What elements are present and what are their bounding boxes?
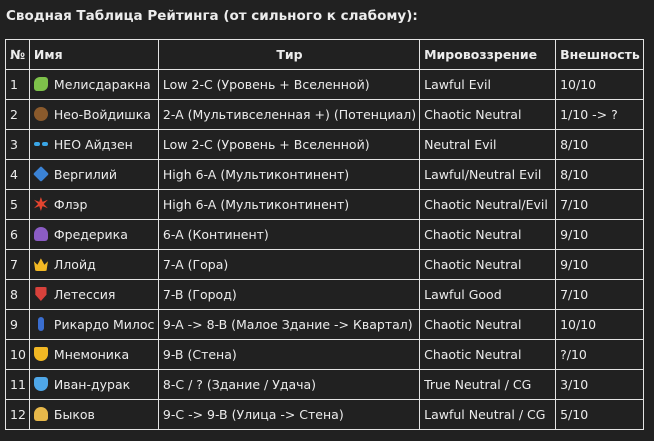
alignment-cell: Lawful Evil [420,70,556,100]
row-number: 4 [6,160,30,190]
table-row [6,280,644,310]
shield-icon [34,287,48,301]
column-header-looks: Внешность [556,40,644,70]
table-row [6,220,644,250]
tier-cell: Low 2-C (Уровень + Вселенной) [158,130,419,160]
table-row [6,340,644,370]
alignment-cell: Chaotic Neutral [420,220,556,250]
badge-icon [34,377,48,391]
table-row [6,370,644,400]
name-cell [29,400,158,430]
name-cell [29,160,158,190]
row-number: 2 [6,100,30,130]
tier-cell: 9-B (Стена) [158,340,419,370]
row-number: 8 [6,280,30,310]
row-number: 1 [6,70,30,100]
row-number: 6 [6,220,30,250]
character-name: Рикардо Милос [53,317,155,332]
alignment-cell: Chaotic Neutral/Evil [420,190,556,220]
alignment-cell: Chaotic Neutral [420,100,556,130]
dragon-icon [34,77,48,91]
looks-cell: 3/10 [556,370,644,400]
tier-cell: 8-C / ? (Здание / Удача) [158,370,419,400]
looks-cell: 9/10 [556,220,644,250]
looks-cell: ?/10 [556,340,644,370]
alignment-cell: True Neutral / CG [420,370,556,400]
table-row [6,70,644,100]
character-name: Быков [53,407,95,422]
column-header-tier: Тир [158,40,419,70]
character-name: Нео-Войдишка [53,107,151,122]
column-header-number: № [6,40,30,70]
name-cell [29,190,158,220]
looks-cell: 10/10 [556,310,644,340]
character-name: Вергилий [53,167,118,182]
row-number: 10 [6,340,30,370]
character-name: Мелисдаракна [53,77,151,92]
tier-cell: High 6-A (Мультиконтинент) [158,160,419,190]
person-icon [34,407,48,421]
monkey-icon [34,107,48,121]
table-row [6,250,644,280]
tier-cell: 7-A (Гора) [158,250,419,280]
tier-cell: 9-C -> 9-B (Улица -> Стена) [158,400,419,430]
table-row [6,130,644,160]
alignment-cell: Lawful Neutral / CG [420,400,556,430]
column-header-name: Имя [29,40,158,70]
name-cell [29,280,158,310]
character-name: Флэр [53,197,88,212]
theater-masks-icon [34,347,48,361]
character-name: Летессия [53,287,116,302]
name-cell [29,310,158,340]
looks-cell: 7/10 [556,190,644,220]
looks-cell: 10/10 [556,70,644,100]
alignment-cell: Neutral Evil [420,130,556,160]
diamond-icon [33,166,49,182]
rating-table [5,39,644,430]
name-cell [29,100,158,130]
crown-icon [34,257,48,271]
character-name: Фредерика [53,227,128,242]
tier-cell: High 6-A (Мультиконтинент) [158,190,419,220]
collision-icon [34,197,48,211]
row-number: 3 [6,130,30,160]
character-name: Иван-дурак [53,377,131,392]
character-name: Мнемоника [53,347,130,362]
looks-cell: 7/10 [556,280,644,310]
row-number: 9 [6,310,30,340]
looks-cell: 5/10 [556,400,644,430]
alignment-cell: Chaotic Neutral [420,310,556,340]
name-cell [29,220,158,250]
character-name: Ллойд [53,257,96,272]
table-row [6,160,644,190]
row-number: 12 [6,400,30,430]
row-number: 11 [6,370,30,400]
person-icon [34,227,48,241]
name-cell [29,370,158,400]
tier-cell: Low 2-C (Уровень + Вселенной) [158,70,419,100]
looks-cell: 8/10 [556,130,644,160]
table-row [6,100,644,130]
alignment-cell: Chaotic Neutral [420,250,556,280]
table-row [6,190,644,220]
tier-cell: 6-A (Континент) [158,220,419,250]
character-name: НЕО Айдзен [53,137,133,152]
table-row [6,400,644,430]
glasses-icon [34,137,48,151]
name-cell [29,130,158,160]
tier-cell: 2-A (Мультивселенная +) (Потенциал) [158,100,419,130]
table-row [6,310,644,340]
walking-person-icon [38,317,44,331]
table-caption: Сводная Таблица Рейтинга (от сильного к слабому): [6,8,418,24]
row-number: 5 [6,190,30,220]
row-number: 7 [6,250,30,280]
name-cell [29,70,158,100]
looks-cell: 9/10 [556,250,644,280]
table-header-row [6,40,644,70]
column-header-alignment: Мировоззрение [420,40,556,70]
alignment-cell: Chaotic Neutral [420,340,556,370]
alignment-cell: Lawful Good [420,280,556,310]
tier-cell: 9-A -> 8-B (Малое Здание -> Квартал) [158,310,419,340]
looks-cell: 1/10 -> ? [556,100,644,130]
tier-cell: 7-B (Город) [158,280,419,310]
alignment-cell: Lawful/Neutral Evil [420,160,556,190]
looks-cell: 8/10 [556,160,644,190]
name-cell [29,340,158,370]
name-cell [29,250,158,280]
